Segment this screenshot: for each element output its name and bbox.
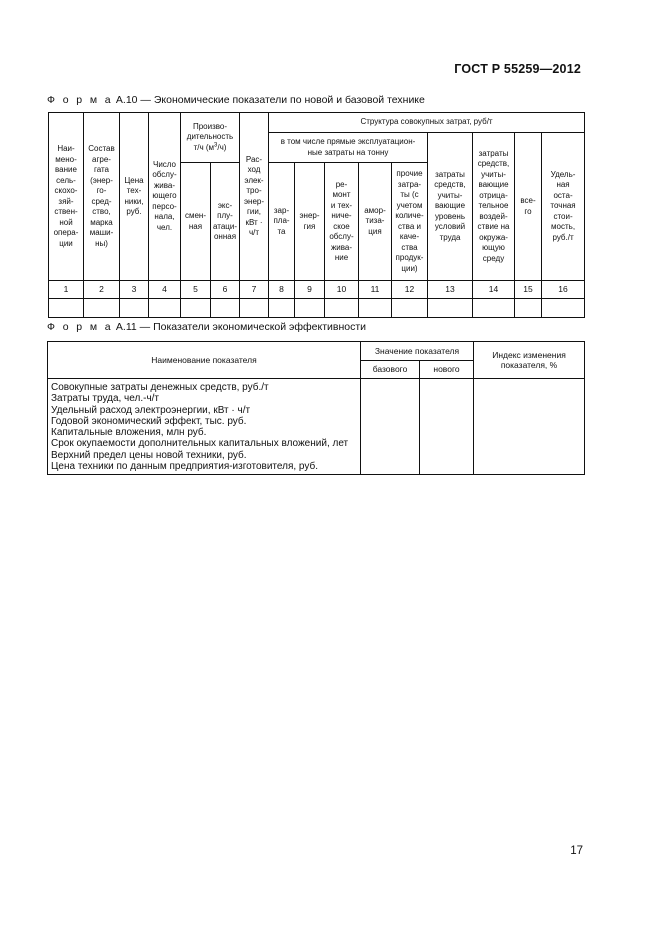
column-number: 5 (181, 281, 211, 299)
column-number: 1 (49, 281, 84, 299)
indicator-row: Совокупные затраты денежных средств, руб./т (51, 382, 269, 393)
column-number: 4 (149, 281, 181, 299)
col-change-index-header: Индекс изменения показателя, % (474, 342, 585, 379)
form-a11-caption-text: А.11 — Показатели экономической эффективности (113, 321, 367, 333)
empty-cell (84, 299, 120, 318)
col-residual-value-header: Удель- ная оста- точная стои- мость, руб./т (542, 133, 585, 281)
empty-cell (542, 299, 585, 318)
standard-code: ГОСТ Р 55259—2012 (454, 62, 581, 76)
empty-cell (392, 299, 428, 318)
col-indicator-name-header: Наименование показателя (48, 342, 361, 379)
indicator-row: Удельный расход электроэнергии, кВт · ч/т (51, 404, 251, 416)
column-number: 3 (120, 281, 149, 299)
empty-cell (240, 299, 269, 318)
col-price-header: Цена тех- ники, руб. (120, 113, 149, 281)
column-number: 12 (392, 281, 428, 299)
change-index-cell (474, 379, 585, 475)
column-number: 2 (84, 281, 120, 299)
col-repair-header: ре- монт и тех- ниче- ское обслу- жива- ние (325, 163, 359, 281)
col-energy-header: энер- гия (295, 163, 325, 281)
col-cost-structure-group-header (269, 113, 585, 133)
col-productivity-group-header (181, 113, 240, 163)
empty-cell (428, 299, 473, 318)
indicator-row: Цена техники по данным предприятия-изготовителя, руб. (51, 461, 318, 473)
col-operational-productivity-header: экс- плу- атаци- онная (211, 163, 240, 281)
column-number: 8 (269, 281, 295, 299)
page-number: 17 (570, 845, 583, 857)
column-number: 14 (473, 281, 515, 299)
column-number: 13 (428, 281, 473, 299)
empty-cell (120, 299, 149, 318)
empty-cell (211, 299, 240, 318)
productivity-header-text: Произво- дительность т/ч (м (186, 121, 234, 152)
empty-cell (325, 299, 359, 318)
form-a10-table (48, 112, 585, 318)
form-a11-table (47, 341, 585, 475)
form-a11-caption-prefix: Ф о р м а (47, 321, 113, 333)
indicator-row: Затраты труда, чел.-ч/т (51, 393, 160, 405)
col-direct-costs-group-header: в том числе прямые эксплуатацион- ные затраты на тонну (269, 133, 428, 163)
column-number: 7 (240, 281, 269, 299)
column-number: 11 (359, 281, 392, 299)
form-a10-caption-text: А.10 — Экономические показатели по новой и базовой технике (113, 94, 425, 106)
productivity-header-sup: 3 (214, 142, 218, 149)
col-other-costs-header: прочие затра- ты (с учетом количе- ства и каче- ства продук- ции) (392, 163, 428, 281)
indicator-list (48, 379, 361, 475)
empty-cell (515, 299, 542, 318)
col-depreciation-header: амор- тиза- ция (359, 163, 392, 281)
col-operation-header: Наи- мено- вание сель- скохо- зяй- ствен- ной опера- ции (49, 113, 84, 281)
col-salary-header: зар- пла- та (269, 163, 295, 281)
col-aggregate-header: Состав агре- гата (энер- го- сред- ство, марка маши- ны) (84, 113, 120, 281)
form-a10-caption-prefix: Ф о р м а (47, 94, 113, 106)
base-values-cell (361, 379, 420, 475)
productivity-header-text-end: /ч) (217, 142, 227, 152)
col-base-value-header: базового (361, 361, 420, 379)
col-total-header: все- го (515, 133, 542, 281)
cost-structure-text: Структура совокупных затрат, руб/т (360, 117, 493, 127)
col-new-value-header: нового (420, 361, 474, 379)
form-a10-caption (47, 94, 425, 106)
column-number: 15 (515, 281, 542, 299)
empty-cell (473, 299, 515, 318)
empty-data-row (49, 299, 585, 318)
col-personnel-header: Число обслу- жива- ющего персо- нала, чел. (149, 113, 181, 281)
indicator-row: Капитальные вложения, млн руб. (51, 427, 207, 439)
col-energy-consumption-header: Рас- ход элек- тро- энер- гии, кВт · ч/т (240, 113, 269, 281)
column-number: 6 (211, 281, 240, 299)
empty-cell (181, 299, 211, 318)
new-values-cell (420, 379, 474, 475)
empty-cell (49, 299, 84, 318)
column-number: 10 (325, 281, 359, 299)
empty-cell (295, 299, 325, 318)
indicator-row: Годовой экономический эффект, тыс. руб. (51, 415, 247, 427)
empty-cell (269, 299, 295, 318)
empty-cell (359, 299, 392, 318)
col-value-group-header: Значение показателя (361, 342, 474, 361)
col-shift-productivity-header: смен- ная (181, 163, 211, 281)
col-environment-header: затраты средств, учиты- вающие отрица- тельное воздей- ствие на окружа- ющую среду (473, 133, 515, 281)
indicator-row: Верхний предел цены новой техники, руб. (51, 449, 247, 461)
col-labor-conditions-header: затраты средств, учиты- вающие уровень условий труда (428, 133, 473, 281)
form-a11-caption (47, 321, 366, 333)
indicator-row: Срок окупаемости дополнительных капитальных вложений, лет (51, 438, 349, 450)
column-number: 16 (542, 281, 585, 299)
column-number: 9 (295, 281, 325, 299)
empty-cell (149, 299, 181, 318)
